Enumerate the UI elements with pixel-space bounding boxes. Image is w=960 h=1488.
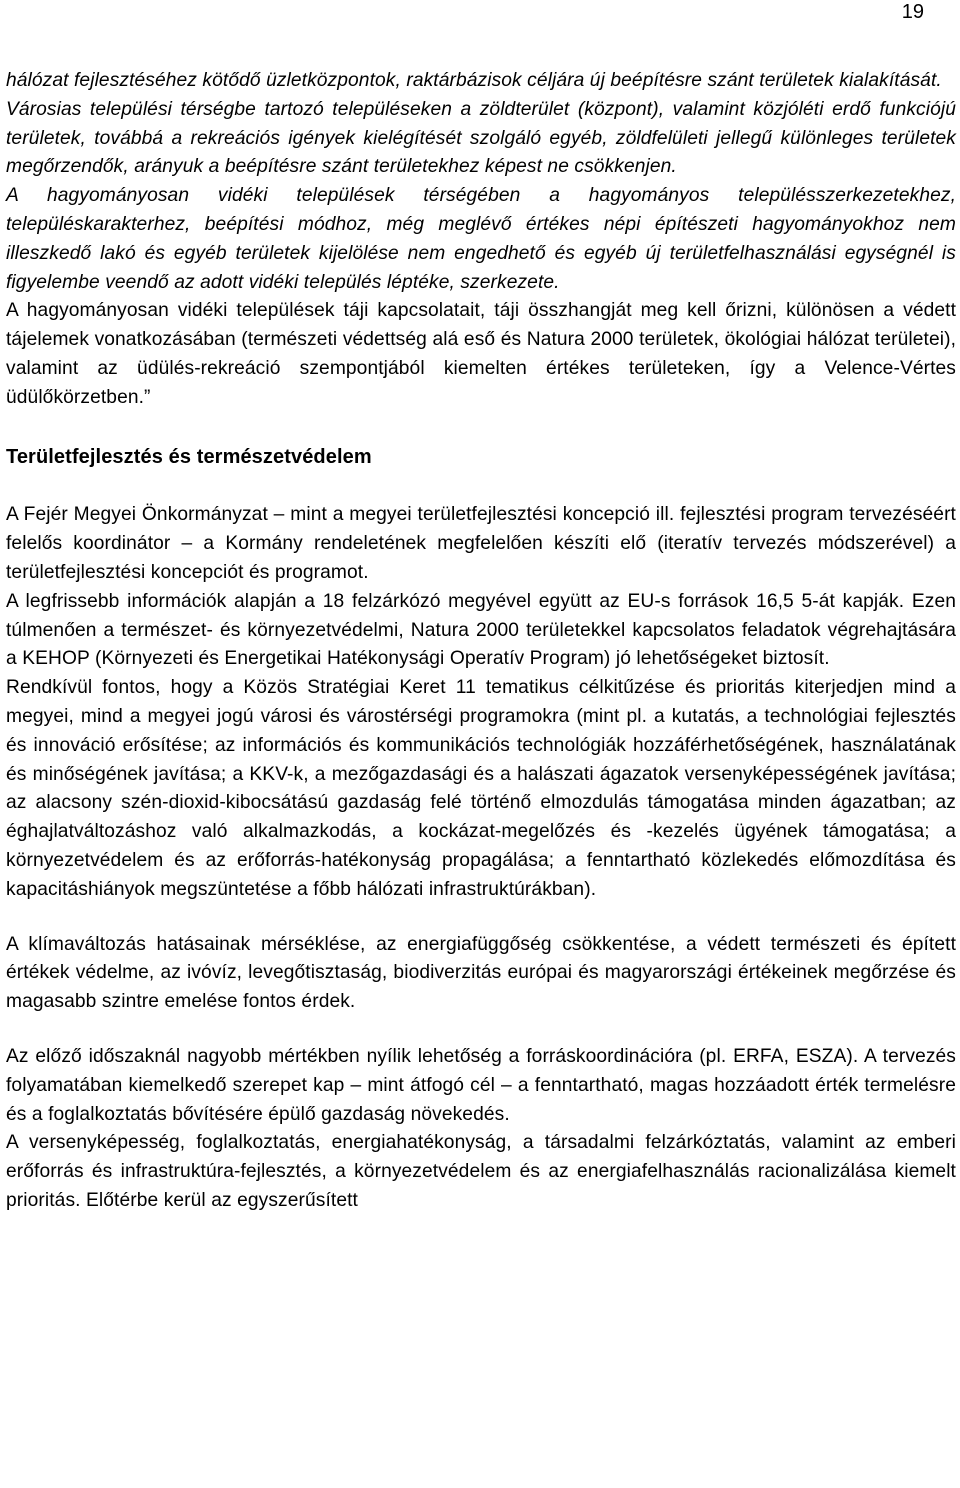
page-number: 19 xyxy=(901,1,924,23)
paragraph-italic-2: Városias települési térségbe tartozó településeken a zöldterület (központ), valamint közjóléti erdő funkciójú területek, továbbá a rekreációs igények kielégítését szolgáló egyéb, zöldfelületi jellegű különleges területek megőrzendők, arányuk a beépítésre szánt területekhez képest ne csökkenjen. xyxy=(6,98,956,178)
paragraph-eu-funds: A legfrissebb információk alapján a 18 felzárkózó megyével együtt az EU-s források 16,5 5-át kapják. Ezen túlmenően a természet- és környezetvédelmi, Natura 2000 területekkel kapcsolatos feladatok végrehajtására a KEHOP (Környezeti és Energetikai Hatékonysági Operatív Program) jó lehetőségeket biztosít. xyxy=(6,590,956,670)
paragraph-italic-3: A hagyományosan vidéki települések térségében a hagyományos településszerkezetekhez, településkarakterhez, beépítési módhoz, még meglévő értékes népi építészeti hagyományokhoz nem illeszkedő lakó és egyéb területek kijelölése nem engedhető és egyéb új területfelhasználási egységnél is figyelembe veendő az adott vidéki település léptéke, szerkezete. xyxy=(6,185,956,293)
section-heading: Területfejlesztés és természetvédelem xyxy=(6,445,372,468)
paragraph-competitiveness: A versenyképesség, foglalkoztatás, energiahatékonyság, a társadalmi felzárkóztatás, valamint az emberi erőforrás és infrastruktúra-fejlesztés, a környezetvédelem és az energiafelhasználás racionalizálása kiemelt prioritás. Előtérbe kerül az egyszerűsített xyxy=(6,1132,956,1211)
paragraph-coordination: Az előző időszaknál nagyobb mértékben nyílik lehetőség a forráskoordinációra (pl. ERFA, ESZA). A tervezés folyamatában kiemelkedő szerepet kap – mint átfogó cél – a fenntartható, magas hozzáadott érték termelésre és a foglalkoztatás bővítésére épülő gazdaság növekedés. xyxy=(6,1045,956,1125)
paragraph-strategic-framework: Rendkívül fontos, hogy a Közös Stratégiai Keret 11 tematikus célkitűzése és prioritás kiterjedjen mind a megyei, mind a megyei jogú városi és várostérségi programokra (mint pl. a kutatás, a technológiai fejlesztés és innováció erősítése; az információs és kommunikációs technológiák hozzáférhetőségének, használatának és minőségének javítása; a KKV-k, a mezőgazdasági és a halászati ágazatok versenyképességének javítása; az alacsony szén-dioxid-kibocsátású gazdaság felé történő elmozdulás támogatása minden ágazatban; az éghajlatváltozáshoz való alkalmazkodás, a kockázat-megelőzés és -kezelés ügyének támogatása; a környezetvédelem és az erőforrás-hatékonyság propagálása; a fenntartható közlekedés előmozdítása és kapacitáshiányok megszüntetése a főbb hálózati infrastruktúrákban). xyxy=(6,677,956,900)
paragraph-italic-1: hálózat fejlesztéséhez kötődő üzletközpontok, raktárbázisok céljára új beépítésre szánt területek kialakítását. xyxy=(6,70,942,91)
paragraph-climate: A klímaváltozás hatásainak mérséklése, az energiafüggőség csökkentése, a védett természeti és épített értékek védelme, az ivóvíz, levegőtisztaság, biodiverzitás európai és magyarországi értékeinek megőrzése és magasabb szintre emelése fontos érdek. xyxy=(6,933,956,1013)
document-body xyxy=(6,67,956,1216)
paragraph-county-government: A Fejér Megyei Önkormányzat – mint a megyei területfejlesztési koncepció ill. fejlesztési program tervezéséért felelős koordinátor – a Kormány rendeletének megfelelően készíti elő (iteratív tervezés módszerével) a területfejlesztési koncepciót és programot. xyxy=(6,504,956,583)
paragraph-landscape: A hagyományosan vidéki települések táji kapcsolatait, táji összhangját meg kell őrizni, különösen a védett tájelemek vonatkozásában (természeti védettség alá eső és Natura 2000 területek, ökológiai hálózat területei), valamint az üdülés-rekreáció szempontjából kiemelten értékes területeken, így a Velence-Vértes üdülőkörzetben.” xyxy=(6,300,956,408)
